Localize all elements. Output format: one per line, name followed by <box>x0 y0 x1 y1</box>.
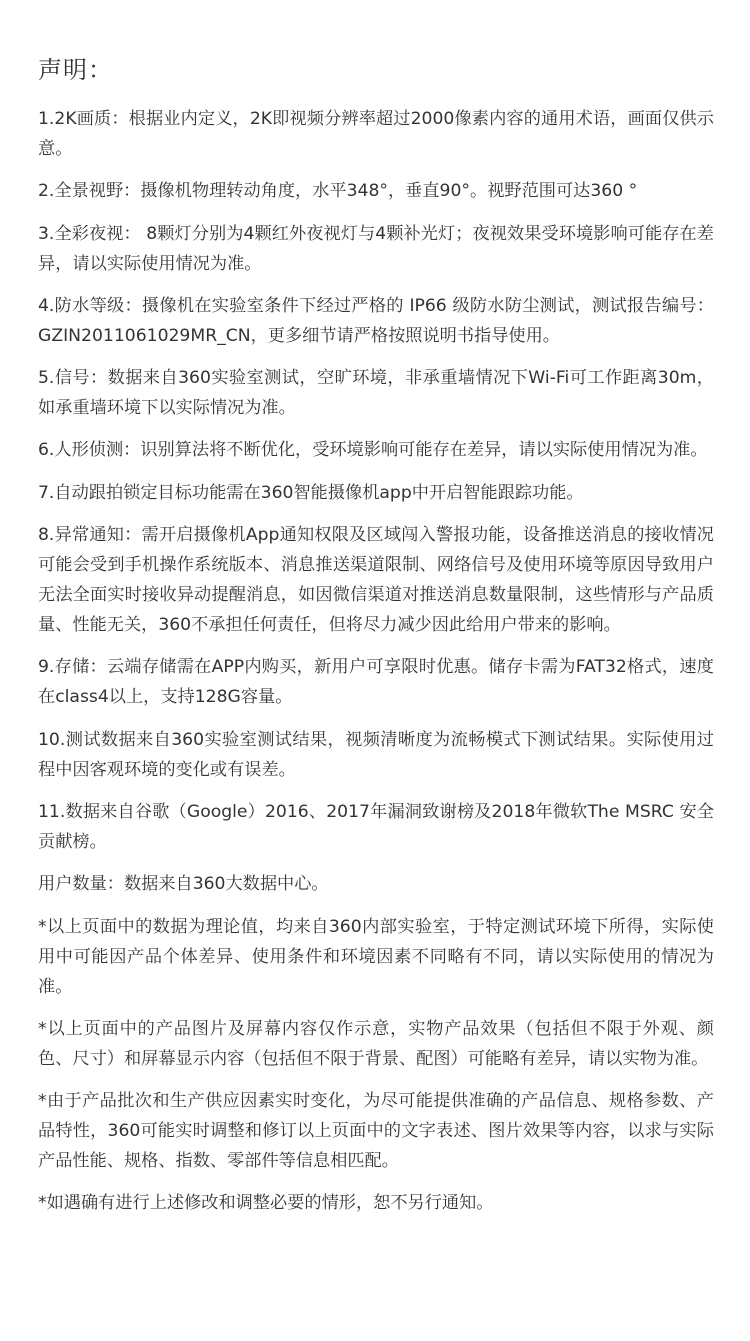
disclaimer-note-no-notice: *如遇确有进行上述修改和调整必要的情形，恕不另行通知。 <box>38 1193 494 1214</box>
disclaimer-item-6: 6.人形侦测：识别算法将不断优化，受环境影响可能存在差异，请以实际使用情况为准。 <box>38 440 708 461</box>
disclaimer-list <box>38 104 714 1218</box>
disclaimer-item-2: 2.全景视野：摄像机物理转动角度，水平348°，垂直90°。视野范围可达360 ° <box>38 181 638 202</box>
disclaimer-item-3: 3.全彩夜视： 8颗灯分别为4颗红外夜视灯与4颗补光灯；夜视效果受环境影响可能存在差异，请以实际使用情况为准。 <box>38 223 714 274</box>
disclaimer-item-4: 4.防水等级：摄像机在实验室条件下经过严格的 IP66 级防水防尘测试，测试报告编号：GZIN2011061029MR_CN，更多细节请严格按照说明书指导使用。 <box>38 295 714 346</box>
disclaimer-item-11: 11.数据来自谷歌（Google）2016、2017年漏洞致谢榜及2018年微软The MSRC 安全贡献榜。 <box>38 801 714 852</box>
disclaimer-item-10: 10.测试数据来自360实验室测试结果，视频清晰度为流畅模式下测试结果。实际使用过程中因客观环境的变化或有误差。 <box>38 729 714 780</box>
disclaimer-item-8: 8.异常通知：需开启摄像机App通知权限及区域闯入警报功能，设备推送消息的接收情况可能会受到手机操作系统版本、消息推送渠道限制、网络信号及使用环境等原因导致用户无法全面实时接收异动提醒消息，如因微信渠道对推送消息数量限制，这些情形与产品质量、性能无关，360不承担任何责任，但将尽力减少因此给用户带来的影响。 <box>38 525 714 636</box>
disclaimer-item-5: 5.信号：数据来自360实验室测试，空旷环境，非承重墙情况下Wi-Fi可工作距离30m，如承重墙环境下以实际情况为准。 <box>38 368 714 419</box>
disclaimer-note-theoretical: *以上页面中的数据为理论值，均来自360内部实验室，于特定测试环境下所得，实际使用中可能因产品个体差异、使用条件和环境因素不同略有不同，请以实际使用的情况为准。 <box>38 916 714 997</box>
disclaimer-note-changes: *由于产品批次和生产供应因素实时变化，为尽可能提供准确的产品信息、规格参数、产品特性，360可能实时调整和修订以上页面中的文字表述、图片效果等内容，以求与实际产品性能、规格、指数、零部件等信息相匹配。 <box>38 1091 714 1172</box>
disclaimer-item-7: 7.自动跟拍锁定目标功能需在360智能摄像机app中开启智能跟踪功能。 <box>38 482 584 503</box>
disclaimer-note-images: *以上页面中的产品图片及屏幕内容仅作示意，实物产品效果（包括但不限于外观、颜色、尺寸）和屏幕显示内容（包括但不限于背景、配图）可能略有差异，请以实物为准。 <box>38 1018 714 1069</box>
page-title: 声明： <box>38 56 113 84</box>
disclaimer-item-1: 1.2K画质：根据业内定义，2K即视频分辨率超过2000像素内容的通用术语，画面仅供示意。 <box>38 109 714 159</box>
disclaimer-item-9: 9.存储：云端存储需在APP内购买，新用户可享限时优惠。储存卡需为FAT32格式，速度在class4以上，支持128G容量。 <box>38 657 714 708</box>
disclaimer-user-count: 用户数量：数据来自360大数据中心。 <box>38 874 329 895</box>
